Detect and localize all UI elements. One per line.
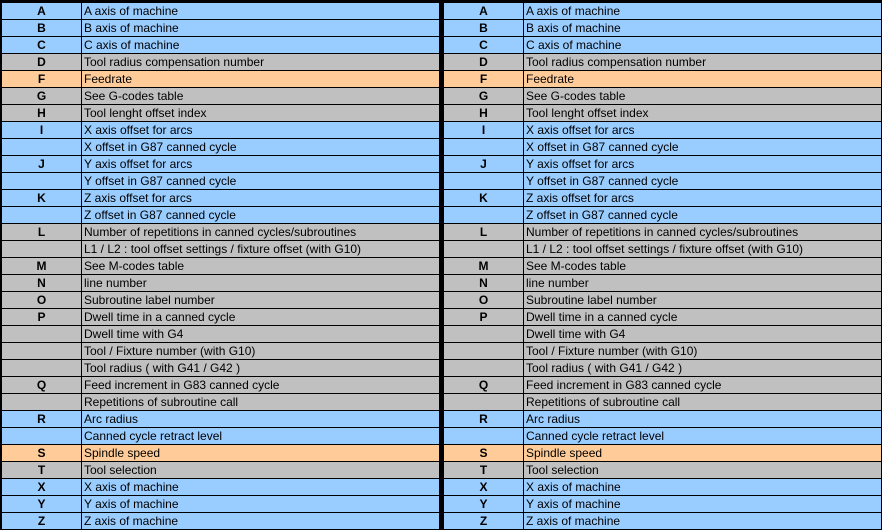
address-description: See G-codes table bbox=[82, 88, 440, 105]
address-letter bbox=[2, 139, 82, 156]
table-row bbox=[444, 3, 882, 20]
address-letter: P bbox=[444, 309, 524, 326]
address-letter: F bbox=[2, 71, 82, 88]
table-row bbox=[444, 377, 882, 394]
address-description: Y offset in G87 canned cycle bbox=[524, 173, 882, 190]
table-row bbox=[444, 326, 882, 343]
address-description: Spindle speed bbox=[524, 445, 882, 462]
address-description: X axis of machine bbox=[524, 479, 882, 496]
address-letter: C bbox=[2, 37, 82, 54]
address-description: Repetitions of subroutine call bbox=[82, 394, 440, 411]
address-letter: A bbox=[444, 3, 524, 20]
address-description: B axis of machine bbox=[524, 20, 882, 37]
address-letter: P bbox=[2, 309, 82, 326]
address-letter: C bbox=[444, 37, 524, 54]
address-description: X axis offset for arcs bbox=[82, 122, 440, 139]
table-row bbox=[2, 3, 440, 20]
table-row bbox=[2, 88, 440, 105]
table-row bbox=[2, 190, 440, 207]
table-row bbox=[444, 496, 882, 513]
address-description: Repetitions of subroutine call bbox=[524, 394, 882, 411]
address-letter: M bbox=[2, 258, 82, 275]
address-letter: L bbox=[444, 224, 524, 241]
address-letter bbox=[2, 326, 82, 343]
table-row bbox=[2, 20, 440, 37]
table-body-left bbox=[2, 3, 440, 530]
table-row bbox=[2, 411, 440, 428]
address-description: Z offset in G87 canned cycle bbox=[524, 207, 882, 224]
address-letter: Z bbox=[2, 513, 82, 530]
address-letter: S bbox=[2, 445, 82, 462]
address-codes-table-right bbox=[443, 2, 882, 530]
address-letter bbox=[444, 326, 524, 343]
address-letter: B bbox=[2, 20, 82, 37]
table-row bbox=[444, 190, 882, 207]
table-row bbox=[2, 241, 440, 258]
address-letter bbox=[2, 241, 82, 258]
address-description: Tool / Fixture number (with G10) bbox=[524, 343, 882, 360]
address-description: Feed increment in G83 canned cycle bbox=[524, 377, 882, 394]
table-row bbox=[2, 207, 440, 224]
table-row bbox=[2, 105, 440, 122]
address-description: Dwell time with G4 bbox=[524, 326, 882, 343]
address-description: L1 / L2 : tool offset settings / fixture offset (with G10) bbox=[524, 241, 882, 258]
address-description: Tool lenght offset index bbox=[524, 105, 882, 122]
address-letter: Q bbox=[2, 377, 82, 394]
table-row bbox=[444, 224, 882, 241]
address-letter: K bbox=[444, 190, 524, 207]
address-description: Dwell time in a canned cycle bbox=[524, 309, 882, 326]
table-row bbox=[2, 479, 440, 496]
address-letter: H bbox=[444, 105, 524, 122]
table-row bbox=[444, 156, 882, 173]
address-description: Y axis of machine bbox=[82, 496, 440, 513]
address-letter: T bbox=[444, 462, 524, 479]
table-row bbox=[444, 207, 882, 224]
address-description: A axis of machine bbox=[524, 3, 882, 20]
table-row bbox=[444, 462, 882, 479]
address-letter: D bbox=[444, 54, 524, 71]
address-letter bbox=[444, 360, 524, 377]
table-body-right bbox=[444, 3, 882, 530]
address-letter: B bbox=[444, 20, 524, 37]
address-description: See M-codes table bbox=[82, 258, 440, 275]
table-row bbox=[444, 173, 882, 190]
address-description: Z axis of machine bbox=[524, 513, 882, 530]
address-description: B axis of machine bbox=[82, 20, 440, 37]
table-row bbox=[444, 292, 882, 309]
table-row bbox=[2, 445, 440, 462]
address-description: Tool / Fixture number (with G10) bbox=[82, 343, 440, 360]
address-description: See G-codes table bbox=[524, 88, 882, 105]
address-letter: X bbox=[2, 479, 82, 496]
address-description: Subroutine label number bbox=[82, 292, 440, 309]
address-letter: F bbox=[444, 71, 524, 88]
table-row bbox=[444, 428, 882, 445]
table-row bbox=[2, 394, 440, 411]
address-letter: X bbox=[444, 479, 524, 496]
table-row bbox=[444, 445, 882, 462]
address-letter: J bbox=[2, 156, 82, 173]
address-description: Canned cycle retract level bbox=[524, 428, 882, 445]
address-description: C axis of machine bbox=[524, 37, 882, 54]
address-description: Number of repetitions in canned cycles/subroutines bbox=[524, 224, 882, 241]
address-description: L1 / L2 : tool offset settings / fixture offset (with G10) bbox=[82, 241, 440, 258]
address-letter: A bbox=[2, 3, 82, 20]
address-letter bbox=[444, 139, 524, 156]
table-row bbox=[444, 343, 882, 360]
address-description: Y axis offset for arcs bbox=[82, 156, 440, 173]
address-letter bbox=[2, 343, 82, 360]
address-letter: G bbox=[444, 88, 524, 105]
table-row bbox=[2, 496, 440, 513]
table-row bbox=[444, 309, 882, 326]
address-letter bbox=[2, 360, 82, 377]
address-letter: Q bbox=[444, 377, 524, 394]
address-description: X offset in G87 canned cycle bbox=[82, 139, 440, 156]
address-letter: Y bbox=[444, 496, 524, 513]
address-description: Feedrate bbox=[524, 71, 882, 88]
address-letter: J bbox=[444, 156, 524, 173]
address-description: X offset in G87 canned cycle bbox=[524, 139, 882, 156]
table-row bbox=[2, 343, 440, 360]
address-description: See M-codes table bbox=[524, 258, 882, 275]
address-description: Z axis offset for arcs bbox=[524, 190, 882, 207]
address-letter: L bbox=[2, 224, 82, 241]
address-description: Subroutine label number bbox=[524, 292, 882, 309]
address-description: X axis of machine bbox=[82, 479, 440, 496]
table-row bbox=[444, 241, 882, 258]
table-row bbox=[444, 360, 882, 377]
address-description: X axis offset for arcs bbox=[524, 122, 882, 139]
table-row bbox=[2, 37, 440, 54]
address-letter: O bbox=[444, 292, 524, 309]
table-row bbox=[444, 71, 882, 88]
address-letter: O bbox=[2, 292, 82, 309]
address-letter: Y bbox=[2, 496, 82, 513]
table-row bbox=[2, 122, 440, 139]
address-description: Tool selection bbox=[82, 462, 440, 479]
address-description: Z axis of machine bbox=[82, 513, 440, 530]
address-description: Z offset in G87 canned cycle bbox=[82, 207, 440, 224]
address-description: Feed increment in G83 canned cycle bbox=[82, 377, 440, 394]
address-description: Tool radius ( with G41 / G42 ) bbox=[524, 360, 882, 377]
table-row bbox=[2, 156, 440, 173]
address-description: Feedrate bbox=[82, 71, 440, 88]
table-row bbox=[2, 258, 440, 275]
address-description: Tool lenght offset index bbox=[82, 105, 440, 122]
address-letter bbox=[2, 394, 82, 411]
address-letter bbox=[444, 207, 524, 224]
table-row bbox=[2, 139, 440, 156]
address-description: Y axis of machine bbox=[524, 496, 882, 513]
address-description: line number bbox=[524, 275, 882, 292]
address-description: Dwell time with G4 bbox=[82, 326, 440, 343]
address-letter: M bbox=[444, 258, 524, 275]
address-letter: G bbox=[2, 88, 82, 105]
address-codes-table-left bbox=[1, 2, 440, 530]
address-letter: R bbox=[2, 411, 82, 428]
table-row bbox=[2, 292, 440, 309]
table-row bbox=[2, 360, 440, 377]
table-row bbox=[444, 513, 882, 530]
table-row bbox=[444, 54, 882, 71]
address-letter bbox=[444, 428, 524, 445]
table-row bbox=[2, 275, 440, 292]
address-letter: K bbox=[2, 190, 82, 207]
address-letter bbox=[444, 173, 524, 190]
address-description: Spindle speed bbox=[82, 445, 440, 462]
address-description: A axis of machine bbox=[82, 3, 440, 20]
address-description: C axis of machine bbox=[82, 37, 440, 54]
address-letter bbox=[2, 428, 82, 445]
address-description: Y axis offset for arcs bbox=[524, 156, 882, 173]
table-row bbox=[444, 105, 882, 122]
table-row bbox=[2, 173, 440, 190]
address-letter: R bbox=[444, 411, 524, 428]
address-description: Tool selection bbox=[524, 462, 882, 479]
address-letter bbox=[2, 207, 82, 224]
address-letter: S bbox=[444, 445, 524, 462]
address-description: Arc radius bbox=[82, 411, 440, 428]
address-letter: Z bbox=[444, 513, 524, 530]
address-description: Tool radius compensation number bbox=[524, 54, 882, 71]
table-row bbox=[444, 139, 882, 156]
address-description: Tool radius compensation number bbox=[82, 54, 440, 71]
table-row bbox=[2, 309, 440, 326]
address-letter: I bbox=[2, 122, 82, 139]
table-row bbox=[444, 411, 882, 428]
table-row bbox=[2, 428, 440, 445]
table-row bbox=[444, 275, 882, 292]
address-letter: T bbox=[2, 462, 82, 479]
address-letter: I bbox=[444, 122, 524, 139]
address-description: line number bbox=[82, 275, 440, 292]
address-description: Number of repetitions in canned cycles/subroutines bbox=[82, 224, 440, 241]
table-row bbox=[2, 71, 440, 88]
table-row bbox=[444, 258, 882, 275]
address-letter: N bbox=[2, 275, 82, 292]
table-row bbox=[444, 479, 882, 496]
table-row bbox=[444, 88, 882, 105]
address-letter bbox=[444, 343, 524, 360]
table-row bbox=[2, 513, 440, 530]
address-letter: N bbox=[444, 275, 524, 292]
address-letter bbox=[2, 173, 82, 190]
table-row bbox=[444, 37, 882, 54]
table-row bbox=[444, 122, 882, 139]
address-letter: D bbox=[2, 54, 82, 71]
table-row bbox=[444, 20, 882, 37]
address-description: Arc radius bbox=[524, 411, 882, 428]
address-description: Canned cycle retract level bbox=[82, 428, 440, 445]
table-row bbox=[2, 462, 440, 479]
address-letter: H bbox=[2, 105, 82, 122]
table-row bbox=[2, 54, 440, 71]
address-letter bbox=[444, 241, 524, 258]
table-row bbox=[2, 377, 440, 394]
address-letter bbox=[444, 394, 524, 411]
address-description: Y offset in G87 canned cycle bbox=[82, 173, 440, 190]
address-description: Dwell time in a canned cycle bbox=[82, 309, 440, 326]
table-row bbox=[2, 326, 440, 343]
table-row bbox=[444, 394, 882, 411]
address-description: Z axis offset for arcs bbox=[82, 190, 440, 207]
address-description: Tool radius ( with G41 / G42 ) bbox=[82, 360, 440, 377]
table-row bbox=[2, 224, 440, 241]
